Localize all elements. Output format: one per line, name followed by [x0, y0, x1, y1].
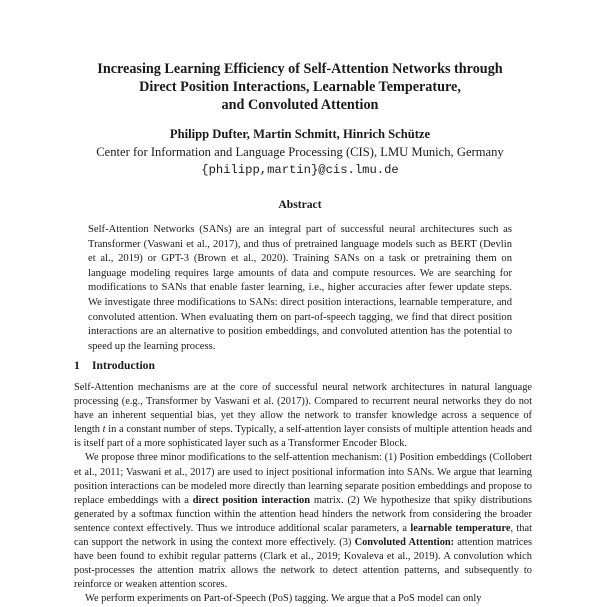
author-email: {philipp,martin}@cis.lmu.de: [201, 163, 399, 177]
author-names: Philipp Dufter, Martin Schmitt, Hinrich Schütze: [169, 127, 431, 141]
text-run: attention matrices have been found to exhibit regular patterns (Clark et al., 2019; Kovaleva et al., 2019). A convolution which post-processes the attention matrix allows the network to detect attention patterns, and subsequently to reinforce or weaken attention scores.: [74, 537, 533, 591]
section-number: 1: [74, 359, 80, 372]
text-run: , that can support the network in using the context more effectively. (3): [74, 522, 532, 549]
section-title: Introduction: [92, 359, 155, 372]
bold-term: direct position interaction: [192, 494, 310, 506]
author-block: [40, 125, 560, 179]
math-variable: t: [102, 424, 106, 436]
abstract-text: Self-Attention Networks (SANs) are an integral part of successful neural architectures such as Transformer (Vaswani et al., 2017), and thus of pretrained language models such as BERT (Devlin et al., 2019) or GPT-3 (Brown et al., 2020). Training SANs on a task or pretraining them on language modeling requires large amounts of data and compute resources. We are searching for modifications to SANs that enable faster learning, i.e., higher accuracies after fewer update steps. We investigate three modifications to SANs: direct position interactions, learnable temperature, and convoluted attention. When evaluating them on part-of-speech tagging, we find that direct position interactions are an alternative to position embeddings, and convoluted attention has the potential to speed up the learning process.: [88, 224, 512, 352]
text-run: Self-Attention mechanisms are at the core of successful neural network architectures in natural language processing (e.g., Transformer by Vaswani et al. (2017)). Compared to recurrent neural networks they do not have an inherent sequential bias, yet they allow the network to transfer knowledge across a sequence of length: [74, 382, 532, 436]
body-text: [74, 381, 532, 607]
paragraph: We perform experiments on Part-of-Speech (PoS) tagging. We argue that a PoS model can only: [85, 593, 482, 605]
paper-title: [40, 60, 560, 114]
affiliation: Center for Information and Language Processing (CIS), LMU Munich, Germany: [96, 145, 504, 159]
bold-term: learnable temperature: [410, 522, 511, 534]
title-line: and Convoluted Attention: [221, 97, 379, 113]
bold-term: Convoluted Attention:: [354, 537, 455, 549]
section-heading: [74, 359, 534, 372]
paragraph: [74, 381, 532, 451]
title-line: Direct Position Interactions, Learnable Temperature,: [139, 79, 461, 95]
text-run: in a constant number of steps. Typically, a self-attention layer consists of multiple attention heads and is itself part of a more sophisticated layer such as a Transformer Encoder Block.: [74, 424, 532, 450]
paragraph: [74, 451, 532, 592]
title-line: Increasing Learning Efficiency of Self-Attention Networks through: [97, 61, 503, 77]
text-run: We propose three minor modifications to the self-attention mechanism: (1) Position embeddings (Collobert et al., 2011; Vaswani et al., 2017) are used to inject positional information into SANs. We argue that learning position interactions can be modeled more directly than learning separate position embeddings and propose to replace embeddings with a: [74, 452, 532, 506]
text-run: matrix. (2) We hypothesize that spiky distributions generated by a softmax function within the attention head hinders the network from considering the broader sentence context effectively. Thus we introduce additional scalar parameters, a: [74, 494, 532, 534]
abstract-heading: Abstract: [278, 198, 322, 211]
